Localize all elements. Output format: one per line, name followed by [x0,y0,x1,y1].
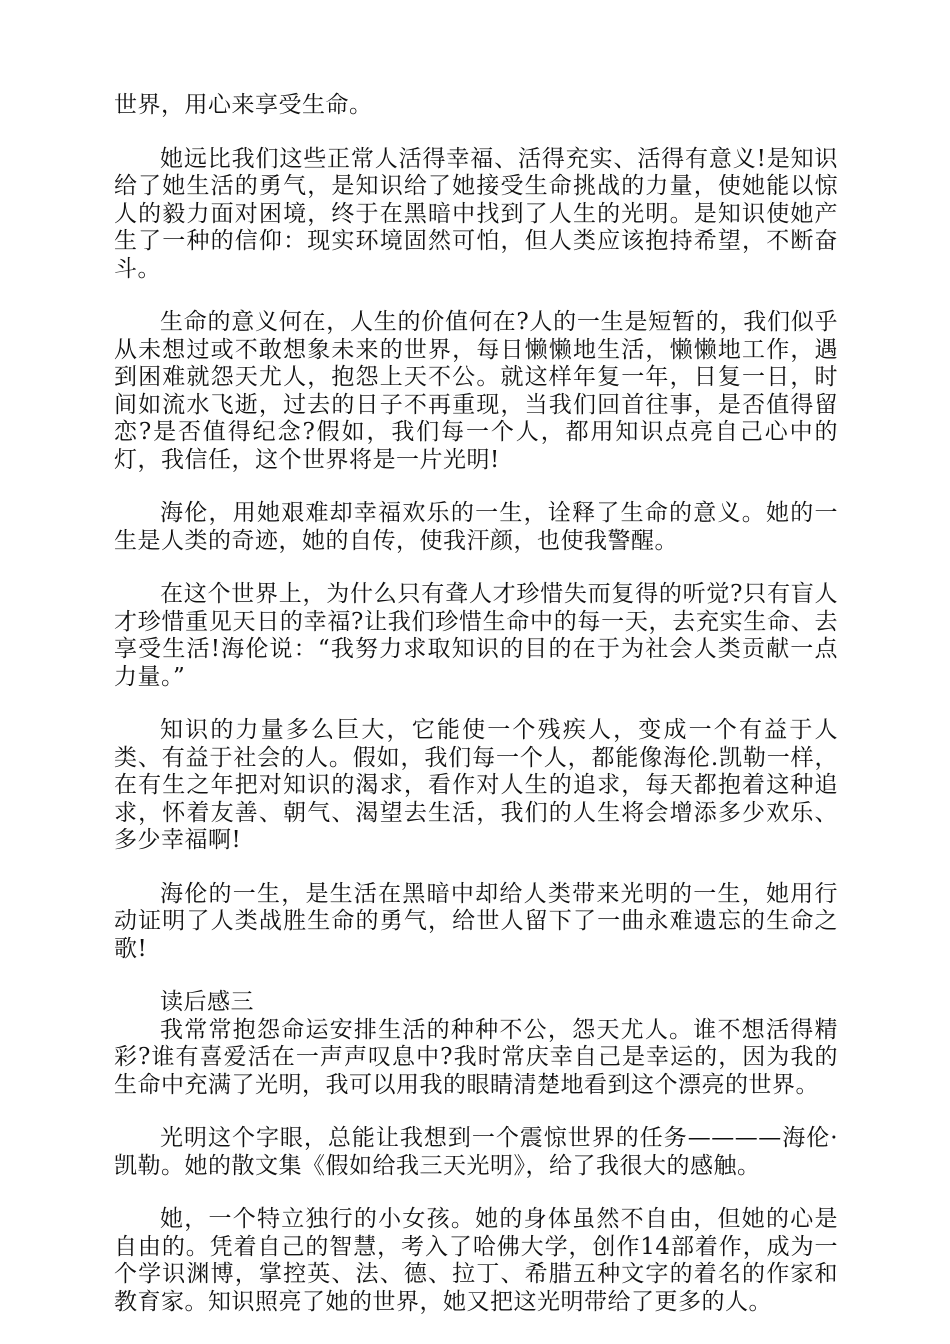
paragraph: 海伦，用她艰难却幸福欢乐的一生，诠释了生命的意义。她的一生是人类的奇迹，她的自传，使我汗颜，也使我警醒。 [114,500,838,554]
paragraph: 在这个世界上，为什么只有聋人才珍惜失而复得的听觉?只有盲人才珍惜重见天日的幸福?让我们珍惜生命中的每一天，去充实生命、去享受生活!海伦说：“我努力求取知识的目的在于为社会人类贡献一点力量。” [114,581,838,690]
paragraph: 光明这个字眼，总能让我想到一个震惊世界的任务————海伦·凯勒。她的散文集《假如给我三天光明》，给了我很大的感触。 [114,1125,838,1179]
paragraph: 海伦的一生，是生活在黑暗中却给人类带来光明的一生，她用行动证明了人类战胜生命的勇气，给世人留下了一曲永难遗忘的生命之歌! [114,880,838,962]
paragraph: 我常常抱怨命运安排生活的种种不公，怨天尤人。谁不想活得精彩?谁有喜爱活在一声声叹息中?我时常庆幸自己是幸运的，因为我的生命中充满了光明，我可以用我的眼睛清楚地看到这个漂亮的世界。 [114,1016,838,1098]
paragraph-continuation: 世界，用心来享受生命。 [114,92,373,118]
document-body [114,92,838,1342]
paragraph: 生命的意义何在，人生的价值何在?人的一生是短暂的，我们似乎从未想过或不敢想象未来的世界，每日懒懒地生活，懒懒地工作，遇到困难就怨天尤人，抱怨上天不公。就这样年复一年，日复一日，时间如流水飞逝，过去的日子不再重现，当我们回首往事，是否值得留恋?是否值得纪念?假如，我们每一个人，都用知识点亮自己心中的灯，我信任，这个世界将是一片光明! [114,309,838,473]
section-title: 读后感三 [160,989,254,1015]
paragraph: 她远比我们这些正常人活得幸福、活得充实、活得有意义!是知识给了她生活的勇气，是知识给了她接受生命挑战的力量，使她能以惊人的毅力面对困境，终于在黑暗中找到了人生的光明。是知识使她产生了一种的信仰：现实环境固然可怕，但人类应该抱持希望，不断奋斗。 [114,145,838,282]
paragraph: 知识的力量多么巨大，它能使一个残疾人，变成一个有益于人类、有益于社会的人。假如，我们每一个人，都能像海伦.凯勒一样，在有生之年把对知识的渴求，看作对人生的追求，每天都抱着这种追求，怀着友善、朝气、渴望去生活，我们的人生将会增添多少欢乐、多少幸福啊! [114,717,838,853]
paragraph: 她，一个特立独行的小女孩。她的身体虽然不自由，但她的心是自由的。凭着自己的智慧，考入了哈佛大学，创作14部着作，成为一个学识渊博，掌控英、法、德、拉丁、希腊五种文字的着名的作家和教育家。知识照亮了她的世界，她又把这光明带给了更多的人。 [114,1206,838,1315]
